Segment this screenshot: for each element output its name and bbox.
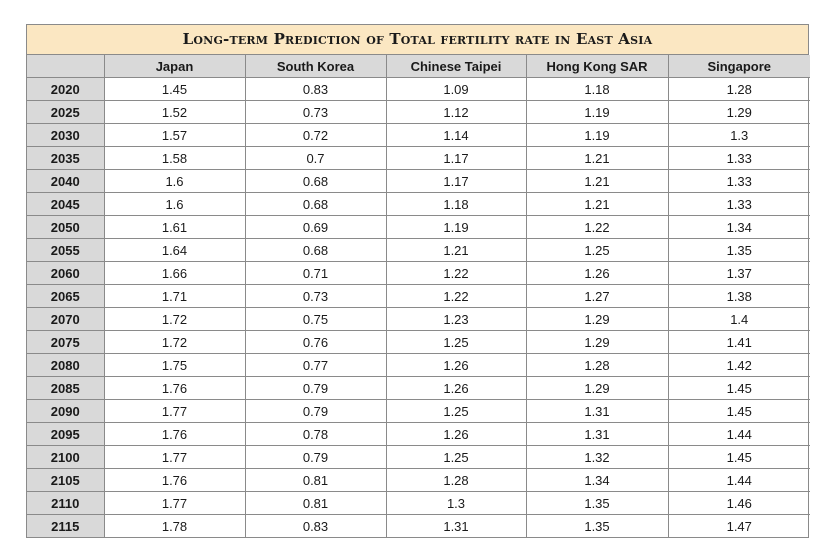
- year-cell: 2020: [27, 78, 104, 101]
- year-cell: 2040: [27, 170, 104, 193]
- table-row: [27, 515, 810, 538]
- value-cell: 1.77: [104, 446, 245, 469]
- value-cell: 1.37: [668, 262, 810, 285]
- value-cell: 1.76: [104, 469, 245, 492]
- table-row: [27, 193, 810, 216]
- value-cell: 1.28: [386, 469, 526, 492]
- value-cell: 1.29: [526, 331, 668, 354]
- table-row: [27, 101, 810, 124]
- year-cell: 2045: [27, 193, 104, 216]
- value-cell: 1.38: [668, 285, 810, 308]
- table-row: [27, 469, 810, 492]
- value-cell: 1.35: [668, 239, 810, 262]
- value-cell: 1.21: [526, 170, 668, 193]
- value-cell: 0.68: [245, 239, 386, 262]
- corner-header-cell: [27, 55, 104, 78]
- value-cell: 0.71: [245, 262, 386, 285]
- value-cell: 1.27: [526, 285, 668, 308]
- value-cell: 1.21: [386, 239, 526, 262]
- year-cell: 2115: [27, 515, 104, 538]
- value-cell: 1.75: [104, 354, 245, 377]
- value-cell: 1.44: [668, 469, 810, 492]
- table-row: [27, 331, 810, 354]
- year-cell: 2085: [27, 377, 104, 400]
- value-cell: 1.66: [104, 262, 245, 285]
- value-cell: 1.25: [386, 400, 526, 423]
- table-row: [27, 400, 810, 423]
- value-cell: 1.64: [104, 239, 245, 262]
- column-header: Hong Kong SAR: [526, 55, 668, 78]
- value-cell: 1.22: [526, 216, 668, 239]
- value-cell: 1.22: [386, 285, 526, 308]
- value-cell: 0.79: [245, 400, 386, 423]
- column-header: Chinese Taipei: [386, 55, 526, 78]
- column-header: South Korea: [245, 55, 386, 78]
- year-cell: 2095: [27, 423, 104, 446]
- table-row: [27, 492, 810, 515]
- value-cell: 0.76: [245, 331, 386, 354]
- value-cell: 1.28: [526, 354, 668, 377]
- value-cell: 0.73: [245, 101, 386, 124]
- value-cell: 1.76: [104, 377, 245, 400]
- value-cell: 0.79: [245, 446, 386, 469]
- value-cell: 1.72: [104, 308, 245, 331]
- value-cell: 1.22: [386, 262, 526, 285]
- table-row: [27, 78, 810, 101]
- value-cell: 1.72: [104, 331, 245, 354]
- table-row: [27, 147, 810, 170]
- fertility-table-container: [26, 24, 809, 538]
- value-cell: 1.17: [386, 147, 526, 170]
- value-cell: 1.21: [526, 193, 668, 216]
- value-cell: 0.75: [245, 308, 386, 331]
- value-cell: 1.34: [526, 469, 668, 492]
- value-cell: 1.31: [386, 515, 526, 538]
- value-cell: 0.78: [245, 423, 386, 446]
- value-cell: 1.3: [668, 124, 810, 147]
- table-row: [27, 354, 810, 377]
- value-cell: 1.52: [104, 101, 245, 124]
- value-cell: 0.83: [245, 515, 386, 538]
- value-cell: 1.6: [104, 170, 245, 193]
- year-cell: 2035: [27, 147, 104, 170]
- value-cell: 1.58: [104, 147, 245, 170]
- value-cell: 0.68: [245, 193, 386, 216]
- value-cell: 1.35: [526, 515, 668, 538]
- table-row: [27, 239, 810, 262]
- year-cell: 2070: [27, 308, 104, 331]
- value-cell: 1.41: [668, 331, 810, 354]
- value-cell: 1.42: [668, 354, 810, 377]
- value-cell: 1.6: [104, 193, 245, 216]
- value-cell: 1.71: [104, 285, 245, 308]
- value-cell: 0.68: [245, 170, 386, 193]
- fertility-table: [27, 55, 810, 537]
- value-cell: 0.77: [245, 354, 386, 377]
- year-cell: 2090: [27, 400, 104, 423]
- value-cell: 1.77: [104, 400, 245, 423]
- year-cell: 2075: [27, 331, 104, 354]
- table-row: [27, 170, 810, 193]
- value-cell: 1.18: [526, 78, 668, 101]
- year-cell: 2080: [27, 354, 104, 377]
- year-cell: 2065: [27, 285, 104, 308]
- value-cell: 1.19: [526, 124, 668, 147]
- value-cell: 1.61: [104, 216, 245, 239]
- table-title: Long-term Prediction of Total fertility rate in East Asia: [27, 25, 808, 55]
- table-row: [27, 446, 810, 469]
- year-cell: 2060: [27, 262, 104, 285]
- value-cell: 1.3: [386, 492, 526, 515]
- value-cell: 0.69: [245, 216, 386, 239]
- column-header: Singapore: [668, 55, 810, 78]
- value-cell: 1.31: [526, 423, 668, 446]
- value-cell: 1.19: [526, 101, 668, 124]
- value-cell: 1.28: [668, 78, 810, 101]
- value-cell: 1.78: [104, 515, 245, 538]
- year-cell: 2050: [27, 216, 104, 239]
- value-cell: 1.21: [526, 147, 668, 170]
- value-cell: 1.33: [668, 147, 810, 170]
- value-cell: 0.7: [245, 147, 386, 170]
- value-cell: 1.09: [386, 78, 526, 101]
- year-cell: 2105: [27, 469, 104, 492]
- year-cell: 2025: [27, 101, 104, 124]
- value-cell: 1.29: [526, 377, 668, 400]
- value-cell: 1.45: [104, 78, 245, 101]
- value-cell: 1.29: [668, 101, 810, 124]
- year-cell: 2055: [27, 239, 104, 262]
- table-row: [27, 262, 810, 285]
- table-row: [27, 308, 810, 331]
- value-cell: 1.33: [668, 170, 810, 193]
- column-header: Japan: [104, 55, 245, 78]
- value-cell: 1.26: [386, 377, 526, 400]
- value-cell: 0.73: [245, 285, 386, 308]
- value-cell: 1.34: [668, 216, 810, 239]
- value-cell: 1.14: [386, 124, 526, 147]
- value-cell: 1.25: [386, 446, 526, 469]
- table-row: [27, 377, 810, 400]
- value-cell: 1.4: [668, 308, 810, 331]
- value-cell: 1.77: [104, 492, 245, 515]
- value-cell: 1.31: [526, 400, 668, 423]
- table-row: [27, 285, 810, 308]
- value-cell: 1.45: [668, 377, 810, 400]
- value-cell: 1.47: [668, 515, 810, 538]
- value-cell: 1.46: [668, 492, 810, 515]
- value-cell: 0.72: [245, 124, 386, 147]
- value-cell: 1.35: [526, 492, 668, 515]
- value-cell: 1.45: [668, 400, 810, 423]
- value-cell: 1.12: [386, 101, 526, 124]
- value-cell: 1.29: [526, 308, 668, 331]
- value-cell: 1.44: [668, 423, 810, 446]
- value-cell: 1.26: [386, 354, 526, 377]
- table-row: [27, 216, 810, 239]
- table-row: [27, 423, 810, 446]
- value-cell: 1.33: [668, 193, 810, 216]
- table-body: [27, 78, 810, 538]
- value-cell: 0.81: [245, 492, 386, 515]
- value-cell: 1.25: [526, 239, 668, 262]
- year-cell: 2110: [27, 492, 104, 515]
- value-cell: 1.32: [526, 446, 668, 469]
- value-cell: 1.26: [386, 423, 526, 446]
- value-cell: 1.26: [526, 262, 668, 285]
- value-cell: 1.57: [104, 124, 245, 147]
- value-cell: 1.76: [104, 423, 245, 446]
- value-cell: 0.79: [245, 377, 386, 400]
- year-cell: 2100: [27, 446, 104, 469]
- table-row: [27, 124, 810, 147]
- header-row: [27, 55, 810, 78]
- value-cell: 0.83: [245, 78, 386, 101]
- value-cell: 1.45: [668, 446, 810, 469]
- value-cell: 1.19: [386, 216, 526, 239]
- value-cell: 1.23: [386, 308, 526, 331]
- year-cell: 2030: [27, 124, 104, 147]
- value-cell: 1.25: [386, 331, 526, 354]
- value-cell: 1.17: [386, 170, 526, 193]
- value-cell: 1.18: [386, 193, 526, 216]
- value-cell: 0.81: [245, 469, 386, 492]
